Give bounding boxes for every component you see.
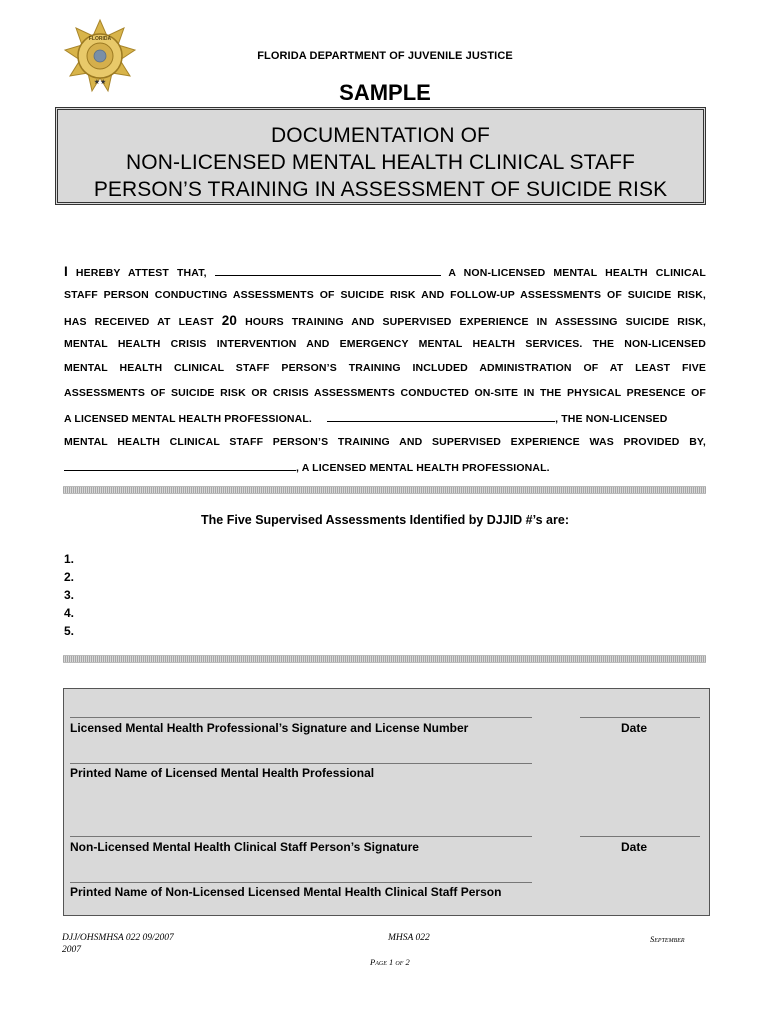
staff-printed-name-label: Printed Name of Non-Licensed Licensed Mental Health Clinical Staff Person xyxy=(70,885,502,899)
staff-signature-line[interactable] xyxy=(70,836,532,837)
sample-label: SAMPLE xyxy=(339,80,431,105)
assessment-item[interactable]: 3. xyxy=(64,588,75,602)
attest-line-5: MENTAL HEALTH CLINICAL STAFF PERSON’S TRAINING INCLUDED ADMINISTRATION OF AT LEAST FIVE xyxy=(64,362,706,374)
attest-line-7: A LICENSED MENTAL HEALTH PROFESSIONAL. , THE NON-LICENSED xyxy=(64,413,668,425)
staff-signature-label: Non-Licensed Mental Health Clinical Staff Person’s Signature xyxy=(70,840,419,854)
lmhp-printed-name-label: Printed Name of Licensed Mental Health Professional xyxy=(70,766,375,780)
form-code: MHSA 022 xyxy=(388,933,430,943)
attest-line-3: HAS RECEIVED AT LEAST 20 HOURS TRAINING AND SUPERVISED EXPERIENCE IN ASSESSING SUICIDE RISK, xyxy=(64,313,706,328)
svg-text:★★: ★★ xyxy=(93,79,107,86)
title-line-2: NON-LICENSED MENTAL HEALTH CLINICAL STAFF xyxy=(126,151,635,174)
attest-line-4: MENTAL HEALTH CRISIS INTERVENTION AND EMERGENCY MENTAL HEALTH SERVICES. THE NON-LICENSED xyxy=(64,338,706,350)
agency-name: FLORIDA DEPARTMENT OF JUVENILE JUSTICE xyxy=(257,50,513,62)
date-blank[interactable] xyxy=(327,411,555,422)
provider-name-blank[interactable] xyxy=(64,460,296,471)
footer-month: September xyxy=(650,934,685,944)
assessment-item[interactable]: 4. xyxy=(64,606,75,620)
date-label-2: Date xyxy=(621,840,648,854)
form-id-year: 2007 xyxy=(62,945,81,955)
lmhp-printed-name-line[interactable] xyxy=(70,763,532,764)
assessments-heading: The Five Supervised Assessments Identified by DJJID #’s are: xyxy=(201,513,569,527)
page-number: Page 1 of 2 xyxy=(370,957,410,967)
hours-count: 20 xyxy=(221,313,238,328)
attest-line-6: ASSESSMENTS OF SUICIDE RISK OR CRISIS ASSESSMENTS CONDUCTED ON-SITE IN THE PHYSICAL PRESENCE OF xyxy=(64,387,706,399)
attest-line-1: I HEREBY ATTEST THAT, A NON-LICENSED MENTAL HEALTH CLINICAL xyxy=(64,264,706,279)
staff-printed-name-line[interactable] xyxy=(70,882,532,883)
assessment-item[interactable]: 1. xyxy=(64,552,75,566)
form-id: DJJ/OHSMHSA 022 09/2007 xyxy=(62,933,174,943)
attest-line-8: MENTAL HEALTH CLINICAL STAFF PERSON’S TRAINING AND SUPERVISED EXPERIENCE WAS PROVIDED BY, xyxy=(64,436,706,448)
date-label-1: Date xyxy=(621,721,648,735)
assessment-item[interactable]: 5. xyxy=(64,624,75,638)
date-line-1[interactable] xyxy=(580,717,700,718)
lmhp-signature-line[interactable] xyxy=(70,717,532,718)
staff-name-blank[interactable] xyxy=(215,265,441,276)
title-line-1: DOCUMENTATION OF xyxy=(271,124,490,147)
section-divider xyxy=(63,655,706,663)
date-line-2[interactable] xyxy=(580,836,700,837)
seal-top-text: FLORIDA xyxy=(88,36,112,42)
section-divider xyxy=(63,486,706,494)
assessment-item[interactable]: 2. xyxy=(64,570,75,584)
attest-line-9: , A LICENSED MENTAL HEALTH PROFESSIONAL. xyxy=(64,460,706,474)
form-title-box xyxy=(55,107,706,205)
attest-line-2: STAFF PERSON CONDUCTING ASSESSMENTS OF SUICIDE RISK AND FOLLOW-UP ASSESSMENTS OF SUICIDE RISK, xyxy=(64,289,706,301)
lmhp-signature-label: Licensed Mental Health Professional’s Signature and License Number xyxy=(70,721,469,735)
title-line-3: PERSON’S TRAINING IN ASSESSMENT OF SUICIDE RISK xyxy=(93,178,668,201)
